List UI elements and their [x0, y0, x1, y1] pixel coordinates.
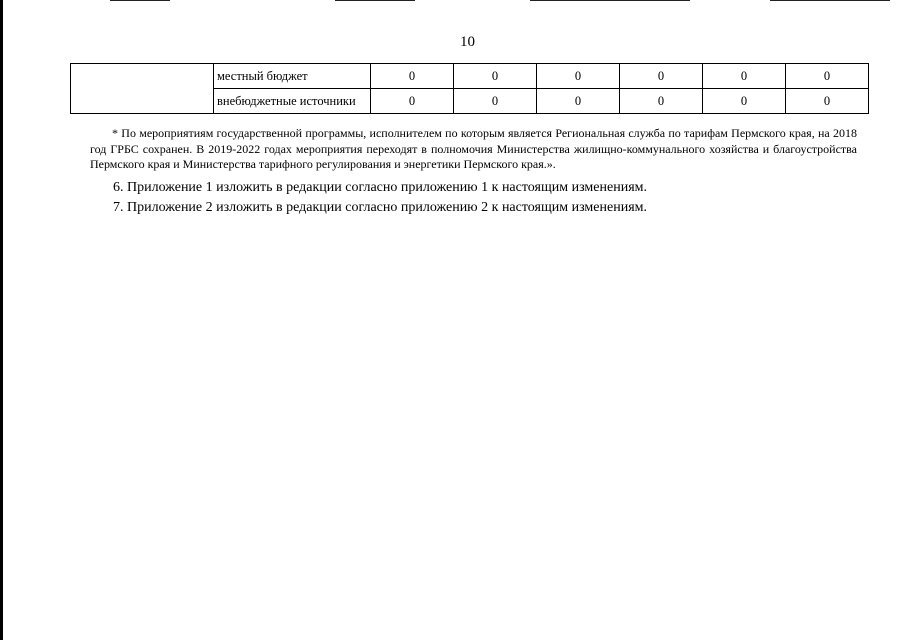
table-cell-value: 0: [620, 64, 703, 89]
table-cell-value: 0: [537, 64, 620, 89]
scan-artifact-line: [110, 0, 170, 1]
table-cell-value: 0: [454, 64, 537, 89]
table-cell-value: 0: [371, 64, 454, 89]
table-cell-label: внебюджетные источники: [214, 89, 371, 114]
footnote: * По мероприятиям государственной программы, исполнителем по которым является Региональная служба по тарифам Пермского края, на 2018 год ГРБС сохранен. В 2019-2022 годах мероприятия переходят в полномочия Министерства жилищно-коммунального хозяйства и благоустройства Пермского края и Министерства тарифного регулирования и энергетики Пермского края.».: [90, 126, 857, 171]
table-cell-value: 0: [371, 89, 454, 114]
scan-edge: [0, 0, 3, 640]
scan-artifact-line: [770, 0, 890, 1]
table-cell-label: местный бюджет: [214, 64, 371, 89]
table-cell-value: 0: [454, 89, 537, 114]
page-number: 10: [460, 34, 475, 50]
table-cell-value: 0: [537, 89, 620, 114]
table-cell-value: 0: [703, 89, 786, 114]
budget-table: [70, 63, 869, 114]
table-row: [71, 64, 869, 89]
scan-artifact-line: [335, 0, 415, 1]
table-cell-value: 0: [786, 64, 869, 89]
table-cell-value: 0: [703, 64, 786, 89]
paragraph-item: 7. Приложение 2 изложить в редакции согласно приложению 2 к настоящим изменениям.: [113, 200, 647, 215]
paragraph-item: 6. Приложение 1 изложить в редакции согласно приложению 1 к настоящим изменениям.: [113, 180, 647, 195]
table-cell-value: 0: [620, 89, 703, 114]
table-cell-empty: [71, 64, 214, 114]
table-cell-value: 0: [786, 89, 869, 114]
scan-artifact-line: [530, 0, 690, 1]
